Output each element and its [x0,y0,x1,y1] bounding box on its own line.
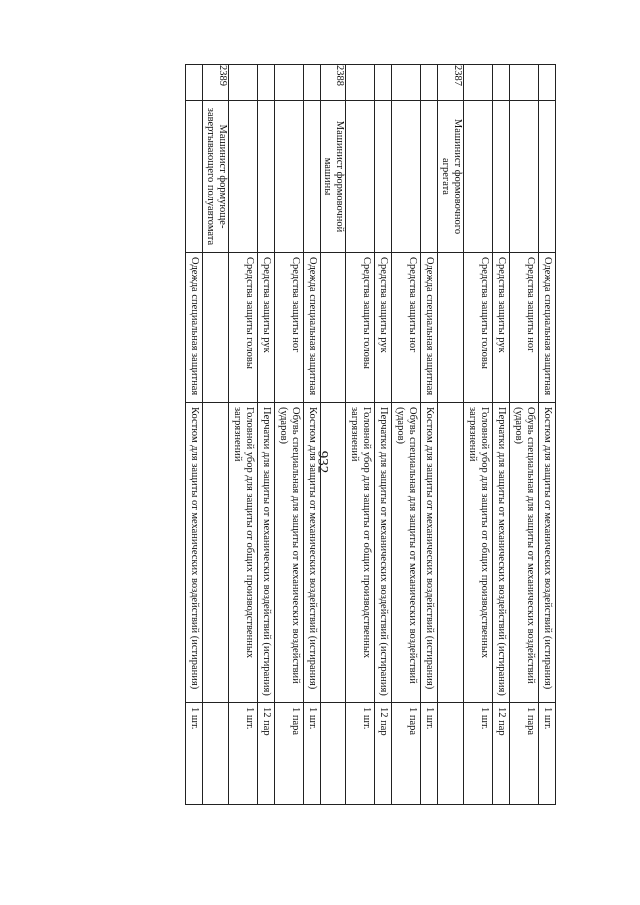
quantity-cell: 1 шт. [538,703,555,805]
table-row [186,65,203,805]
table-row [463,65,492,805]
table-row [303,65,320,805]
ppe-item-cell [438,403,463,703]
table-row [257,65,274,805]
ppe-category-cell [438,253,463,403]
quantity-cell [321,703,346,805]
table-row [538,65,555,805]
code-cell: 2388 [321,65,346,101]
profession-cell [228,101,257,253]
code-cell [538,65,555,101]
ppe-item-cell: Головной убор для защиты от общих производственных загрязнений [228,403,257,703]
profession-cell [186,101,203,253]
quantity-cell: 1 пара [274,703,303,805]
ppe-category-cell: Средства защиты ног [274,253,303,403]
code-cell [303,65,320,101]
code-cell [346,65,375,101]
table-row [274,65,303,805]
ppe-category-cell: Средства защиты ног [509,253,538,403]
ppe-table-wrapper [96,64,556,804]
group-header-row [438,65,463,805]
ppe-table [185,64,556,805]
table-row [392,65,421,805]
ppe-item-cell: Перчатки для защиты от механических воздействий (истирания) [257,403,274,703]
profession-cell [509,101,538,253]
ppe-category-cell: Средства защиты рук [257,253,274,403]
profession-cell [492,101,509,253]
ppe-category-cell [321,253,346,403]
quantity-cell: 1 шт. [421,703,438,805]
ppe-item-cell: Костюм для защиты от механических воздействий (истирания) [186,403,203,703]
quantity-cell: 1 шт. [346,703,375,805]
group-header-row [203,65,228,805]
code-cell [274,65,303,101]
code-cell [186,65,203,101]
ppe-item-cell: Обувь специальная для защиты от механических воздействий (ударов) [392,403,421,703]
group-header-row [321,65,346,805]
table-row [492,65,509,805]
code-cell [463,65,492,101]
ppe-item-cell: Головной убор для защиты от общих производственных загрязнений [346,403,375,703]
profession-cell [257,101,274,253]
table-row [228,65,257,805]
ppe-category-cell: Одежда специальная защитная [538,253,555,403]
profession-cell [346,101,375,253]
page-number: 932 [314,450,331,474]
table-row [509,65,538,805]
table-row [346,65,375,805]
profession-cell: Машинист формующе-завертывающего полуавтомата [203,101,228,253]
ppe-category-cell: Средства защиты рук [375,253,392,403]
ppe-item-cell: Перчатки для защиты от механических воздействий (истирания) [492,403,509,703]
quantity-cell [438,703,463,805]
code-cell [421,65,438,101]
ppe-category-cell: Средства защиты головы [346,253,375,403]
profession-cell: Машинист формовочной машины [321,101,346,253]
quantity-cell: 1 шт. [303,703,320,805]
profession-cell [303,101,320,253]
profession-cell [274,101,303,253]
quantity-cell: 12 пар [257,703,274,805]
code-cell [392,65,421,101]
quantity-cell: 1 шт. [463,703,492,805]
profession-cell: Машинист формовочного агрегата [438,101,463,253]
ppe-category-cell: Средства защиты ног [392,253,421,403]
quantity-cell: 12 пар [492,703,509,805]
quantity-cell: 1 шт. [186,703,203,805]
code-cell: 2387 [438,65,463,101]
table-row [375,65,392,805]
ppe-category-cell: Одежда специальная защитная [186,253,203,403]
quantity-cell: 1 шт. [228,703,257,805]
quantity-cell [203,703,228,805]
ppe-item-cell: Костюм для защиты от механических воздействий (истирания) [421,403,438,703]
ppe-item-cell: Перчатки для защиты от механических воздействий (истирания) [375,403,392,703]
profession-cell [463,101,492,253]
table-row [421,65,438,805]
profession-cell [392,101,421,253]
profession-cell [538,101,555,253]
ppe-item-cell: Обувь специальная для защиты от механических воздействий (ударов) [274,403,303,703]
quantity-cell: 1 пара [392,703,421,805]
ppe-category-cell: Средства защиты головы [463,253,492,403]
ppe-item-cell: Костюм для защиты от механических воздействий (истирания) [303,403,320,703]
profession-cell [375,101,392,253]
ppe-category-cell [203,253,228,403]
ppe-item-cell [203,403,228,703]
ppe-category-cell: Средства защиты рук [492,253,509,403]
code-cell [375,65,392,101]
quantity-cell: 1 пара [509,703,538,805]
quantity-cell: 12 пар [375,703,392,805]
code-cell [228,65,257,101]
ppe-item-cell: Головной убор для защиты от общих производственных загрязнений [463,403,492,703]
profession-cell [421,101,438,253]
ppe-item-cell: Костюм для защиты от механических воздействий (истирания) [538,403,555,703]
ppe-category-cell: Одежда специальная защитная [421,253,438,403]
ppe-item-cell [321,403,346,703]
code-cell [257,65,274,101]
code-cell: 2389 [203,65,228,101]
code-cell [492,65,509,101]
ppe-category-cell: Одежда специальная защитная [303,253,320,403]
ppe-category-cell: Средства защиты головы [228,253,257,403]
ppe-item-cell: Обувь специальная для защиты от механических воздействий (ударов) [509,403,538,703]
code-cell [509,65,538,101]
ppe-table-body [186,65,556,805]
